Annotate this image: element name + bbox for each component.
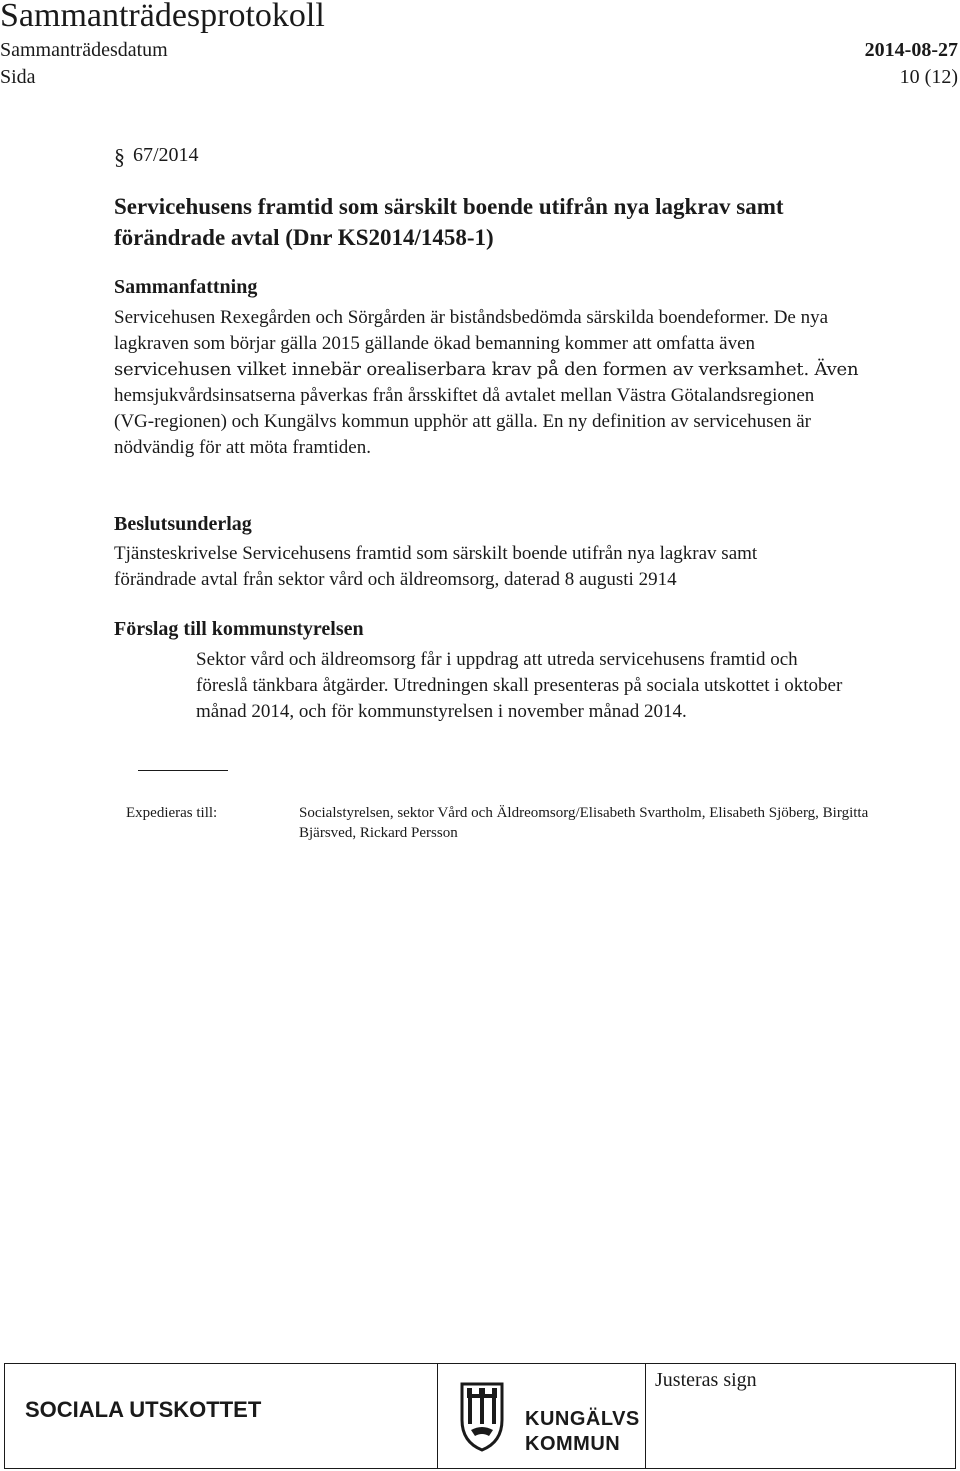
text-line: nödvändig för att möta framtiden.	[114, 437, 371, 458]
matter-title-line: Servicehusens framtid som särskilt boende utifrån nya lagkrav samt	[114, 194, 784, 219]
expedieras-recipients	[299, 803, 949, 843]
text-line: lagkraven som börjar gälla 2015 gällande ökad bemanning kommer att omfatta även	[114, 333, 756, 354]
committee-name: SOCIALA UTSKOTTET	[25, 1397, 262, 1422]
text-line: Sektor vård och äldreomsorg får i uppdrag att utreda servicehusens framtid och	[196, 649, 798, 670]
footer-box	[4, 1363, 956, 1469]
date-value: 2014-08-27	[864, 39, 958, 61]
sammanfattning-text	[114, 305, 944, 461]
expedieras-label: Expedieras till:	[126, 805, 218, 821]
text-line: Servicehusen Rexegården och Sörgården är biståndsbedömda särskilda boendeformer. De nya	[114, 307, 829, 328]
beslutsunderlag-text	[114, 541, 944, 593]
text-line: (VG-regionen) och Kungälvs kommun upphör att gälla. En ny definition av servicehusen är	[114, 411, 812, 432]
beslutsunderlag-heading: Beslutsunderlag	[114, 513, 252, 535]
text-line: hemsjukvårdsinsatserna påverkas från årsskiftet då avtalet mellan Västra Götalandsregionen	[114, 385, 815, 406]
forslag-heading: Förslag till kommunstyrelsen	[114, 618, 364, 640]
separator-rule	[138, 770, 228, 771]
justeras-sign-label: Justeras sign	[655, 1369, 757, 1391]
logo-text-line1: KUNGÄLVS	[525, 1408, 640, 1430]
date-label: Sammanträdesdatum	[0, 39, 168, 61]
page-value: 10 (12)	[899, 66, 958, 88]
coat-of-arms-icon	[459, 1378, 505, 1452]
paragraph-sign: §	[114, 144, 125, 169]
footer-sign-cell	[645, 1364, 955, 1468]
text-line: Bjärsved, Rickard Persson	[299, 825, 458, 841]
sammanfattning-heading: Sammanfattning	[114, 276, 258, 298]
paragraph-number: 67/2014	[133, 144, 199, 166]
matter-title	[114, 191, 934, 253]
text-line: föreslå tänkbara åtgärder. Utredningen skall presenteras på sociala utskottet i oktober	[196, 675, 843, 696]
text-line: servicehusen vilket innebär orealiserbara krav på den formen av verksamhet. Även	[114, 359, 859, 380]
text-line: Tjänsteskrivelse Servicehusens framtid som särskilt boende utifrån nya lagkrav samt	[114, 543, 758, 564]
document-title: Sammanträdesprotokoll	[0, 0, 325, 34]
matter-title-line: förändrade avtal (Dnr KS2014/1458-1)	[114, 225, 494, 250]
forslag-text	[196, 647, 956, 725]
text-line: förändrade avtal från sektor vård och äldreomsorg, daterad 8 augusti 2914	[114, 569, 677, 590]
text-line: månad 2014, och för kommunstyrelsen i november månad 2014.	[196, 701, 687, 722]
page-label: Sida	[0, 66, 36, 88]
footer-committee-cell	[5, 1364, 438, 1468]
kungalv-logo	[459, 1378, 640, 1457]
logo-text-line2: KOMMUN	[525, 1433, 621, 1455]
text-line: Socialstyrelsen, sektor Vård och Äldreomsorg/Elisabeth Svartholm, Elisabeth Sjöberg, Birgitta	[299, 805, 869, 821]
footer-logo-cell	[437, 1364, 646, 1468]
